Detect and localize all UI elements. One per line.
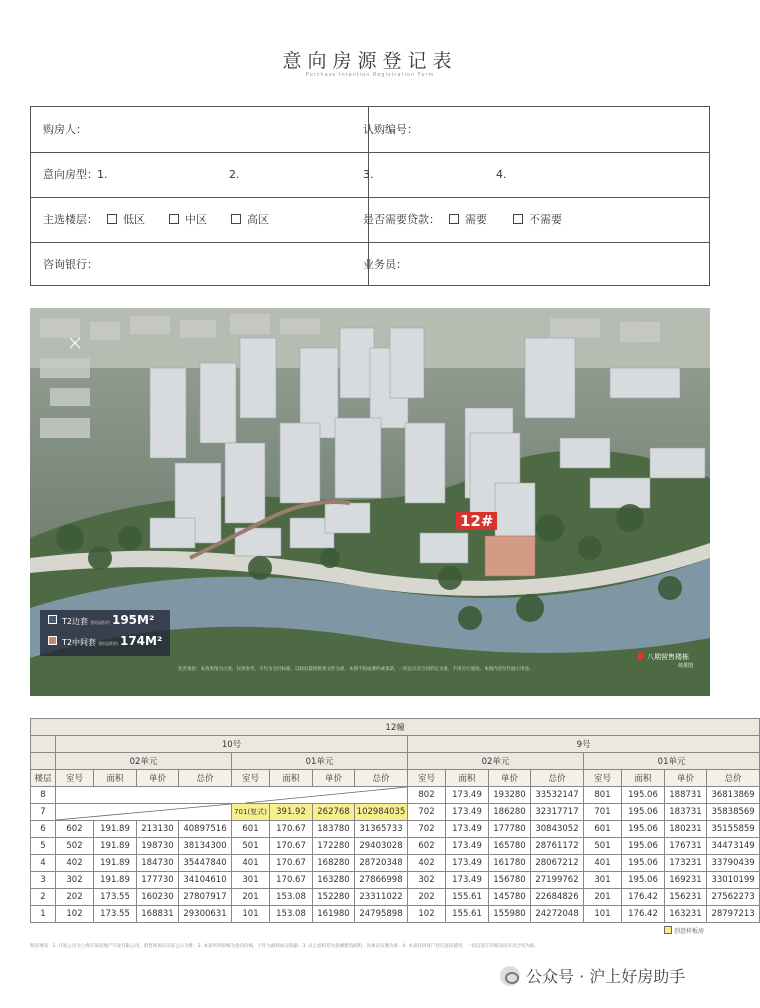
checkbox-icon[interactable] [513,214,523,224]
unit-header: 02单元 [56,753,232,770]
unit-header: 02单元 [408,753,584,770]
table-row: 6 602 191.89 213130 40897516 601 170.67 183780 31365733 702 173.49 177780 30843052 601 195.06 180231 35155859 [31,821,760,838]
location-pin-icon [638,652,644,660]
table-row [31,753,760,770]
wechat-icon [500,966,520,986]
intent-option-2[interactable]: 2. [229,168,240,181]
checkbox-icon[interactable] [107,214,117,224]
table-row [31,719,760,736]
rendering-note: 效果图 [678,663,694,669]
rendering-disclaimer: 免责条款：本效果图为示意，仅供参考，不作为交付标准。以政府最终批准文件为准，本图不构成要约或承诺，一切以买卖合同约定为准，不再另行通知。本图内容仅作展示用途。 [178,667,534,672]
form-row-buyer [31,107,709,153]
highlight-cell: 102984035 [355,804,408,821]
watermark: 公众号 · 沪上好房助手 [500,964,685,987]
legend-swatch-edge [48,615,57,624]
footer-note: 购房须知：1. 开发公司为上海市某房地产开发有限公司，销售现场以实际公示为准；2. 本表所列价格为意向价格，不作为最终成交依据；3. 以上面积均为预测建筑面积，具体以实测为准；4. 本表仅供客户登记意向使用，一切以签订的商品房买卖合同为准。 [30,944,539,949]
checkbox-icon[interactable] [231,214,241,224]
registration-form [30,106,710,286]
table-row [31,736,760,753]
form-title: 意向房源登记表 [282,50,458,72]
intent-option-4[interactable]: 4. [496,168,507,181]
table-row: 2 202 173.55 160230 27807917 201 153.08 152280 23311022 202 155.61 145780 22684826 201 176.42 156231 27562273 [31,889,760,906]
form-row-floor [31,197,709,243]
price-table [30,718,760,923]
table-row: 7 701(复式) 391.92 262768 102984035 702 173.49 186280 32317717 701 195.06 183731 35838569 [31,804,760,821]
checkbox-icon[interactable] [449,214,459,224]
empty-upper-cell [56,787,408,804]
form-row-bank [31,242,709,287]
loan-no-option[interactable]: 不需要 [513,197,562,242]
floor-header: 楼层 [31,770,56,787]
floor-choice-label: 主选楼层： [43,213,98,226]
table-row: 1 102 173.55 168831 29300631 101 153.08 161980 24795898 102 155.61 155980 24272048 101 176.42 163231 28797213 [31,906,760,923]
checkbox-icon[interactable] [169,214,179,224]
legend-item-middle: T2中间套 建筑面积约 174M² [48,634,162,648]
table-row: 3 302 191.89 177730 34104610 301 170.67 163280 27866998 302 173.49 156780 27199762 301 195.06 169231 33010199 [31,872,760,889]
table-row: 4 402 191.89 184730 35447840 401 170.67 168280 28720348 402 173.49 161780 28067212 401 195.06 173231 33790439 [31,855,760,872]
intent-option-1[interactable]: 1. [97,168,108,181]
highlight-cell: 262768 [313,804,355,821]
building-12-tag: 12# [456,512,497,530]
highlight-cell: 701(复式) [232,804,270,821]
table-row: 5 502 191.89 198730 38134300 501 170.67 172280 29403028 602 173.49 165780 28761172 501 195.06 176731 34473149 [31,838,760,855]
loan-yes-option[interactable]: 需要 [449,197,487,242]
subscription-no-field[interactable]: 认购编号： [363,123,418,136]
unit-header: 01单元 [232,753,408,770]
intent-type-label: 意向房型： [43,168,98,181]
form-row-intent [31,152,709,198]
building-10-header: 10号 [56,736,408,753]
agent-field[interactable]: 业务员： [363,258,407,271]
legend-swatch-middle [48,636,57,645]
legend-item-edge: T2边套 建筑面积约 195M² [48,613,154,627]
table-row: 8 802 173.49 193280 33532147 801 195.06 188731 36813869 [31,787,760,804]
table-header-row: 楼层 室号 面积 单价 总价 室号 面积 单价 总价 室号 面积 单价 总价 室号 面积 单价 总价 [31,770,760,787]
highlight-swatch [664,926,672,934]
empty-upper-cell [56,804,232,821]
highlight-legend: 创意样板房 [664,926,704,935]
bank-field[interactable]: 咨询银行： [43,258,98,271]
floor-mid-option[interactable]: 中区 [169,197,207,242]
building-9-header: 9号 [408,736,760,753]
loan-label: 是否需要贷款： [363,213,440,226]
sales-pin: 八期营售楼栋 效果图 [638,652,693,669]
buyer-field[interactable]: 购房人： [43,123,87,136]
intent-option-3[interactable]: 3. [363,168,374,181]
diagonal-line [56,804,231,820]
form-subtitle: Purchase Intention Registration Form [305,72,435,78]
floor-low-option[interactable]: 低区 [107,197,145,242]
unit-legend [40,610,170,656]
floor-high-option[interactable]: 高区 [231,197,269,242]
unit-header: 01单元 [584,753,760,770]
highlight-cell: 391.92 [270,804,313,821]
building-header: 12幢 [31,719,760,736]
diagonal-line [56,787,407,803]
